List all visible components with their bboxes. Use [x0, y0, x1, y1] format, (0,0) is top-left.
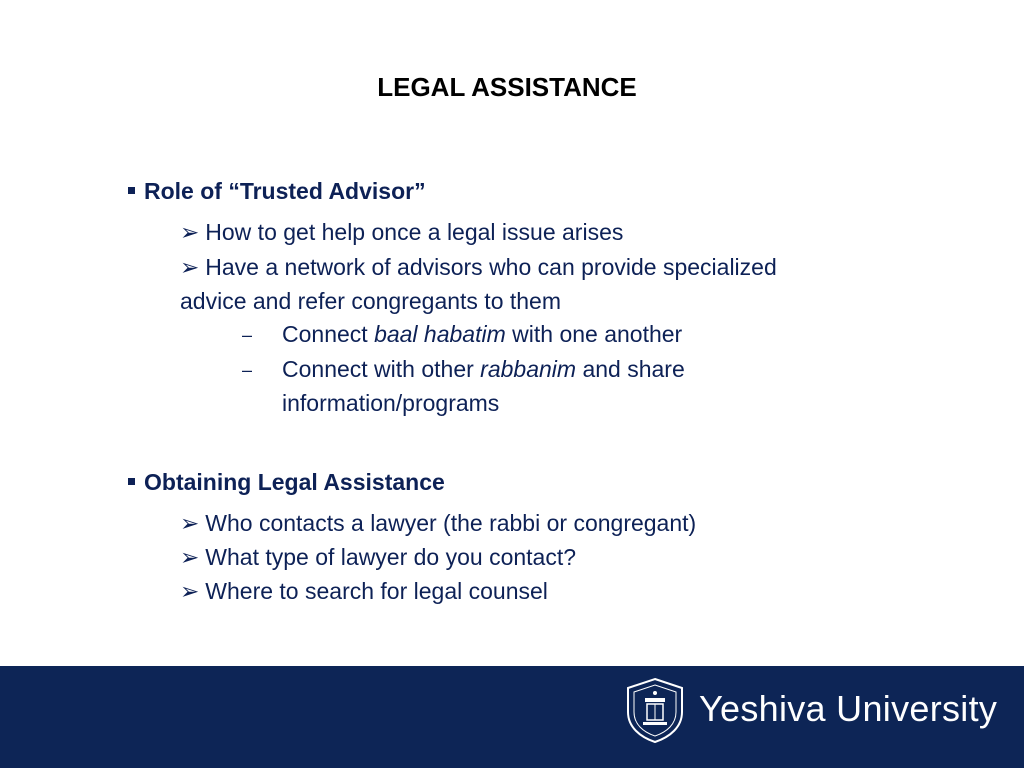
list-item-text: How to get help once a legal issue arises [205, 219, 624, 245]
square-bullet-icon [128, 478, 135, 485]
section-heading-obtaining-legal [128, 469, 445, 496]
dash-bullet-icon: – [242, 360, 253, 380]
sub-item-suffix: and share [576, 356, 685, 382]
sub-list-item-continuation: information/programs [282, 390, 500, 416]
section-heading-text: Obtaining Legal Assistance [144, 469, 445, 495]
section-heading-text: Role of “Trusted Advisor” [144, 178, 426, 204]
list-item [180, 510, 696, 537]
list-item [180, 544, 576, 571]
section-heading-trusted-advisor [128, 178, 426, 205]
arrow-bullet-icon: ➢ [180, 544, 200, 570]
arrow-bullet-icon: ➢ [180, 578, 200, 604]
sub-list-item [282, 321, 682, 348]
sub-item-suffix: with one another [505, 321, 683, 347]
list-item [180, 254, 777, 281]
slide-title: LEGAL ASSISTANCE [377, 72, 637, 102]
list-item [180, 219, 623, 246]
sub-item-prefix: Connect [282, 321, 375, 347]
university-seal-icon [621, 676, 689, 744]
sub-item-prefix: Connect with other [282, 356, 481, 382]
list-item-text: Have a network of advisors who can provide specialized [205, 254, 777, 280]
list-item [180, 578, 548, 605]
sub-item-italic: baal habatim [374, 321, 506, 347]
list-item-text: Where to search for legal counsel [205, 578, 548, 604]
square-bullet-icon [128, 187, 135, 194]
arrow-bullet-icon: ➢ [180, 219, 200, 245]
dash-bullet-icon: – [242, 325, 253, 345]
sub-item-italic: rabbanim [480, 356, 577, 382]
list-item-text: What type of lawyer do you contact? [205, 544, 577, 570]
university-logo-text: Yeshiva University [699, 688, 998, 729]
arrow-bullet-icon: ➢ [180, 254, 200, 280]
sub-list-item [282, 356, 685, 383]
list-item-continuation: advice and refer congregants to them [180, 288, 562, 314]
arrow-bullet-icon: ➢ [180, 510, 200, 536]
list-item-text: Who contacts a lawyer (the rabbi or congregant) [205, 510, 697, 536]
